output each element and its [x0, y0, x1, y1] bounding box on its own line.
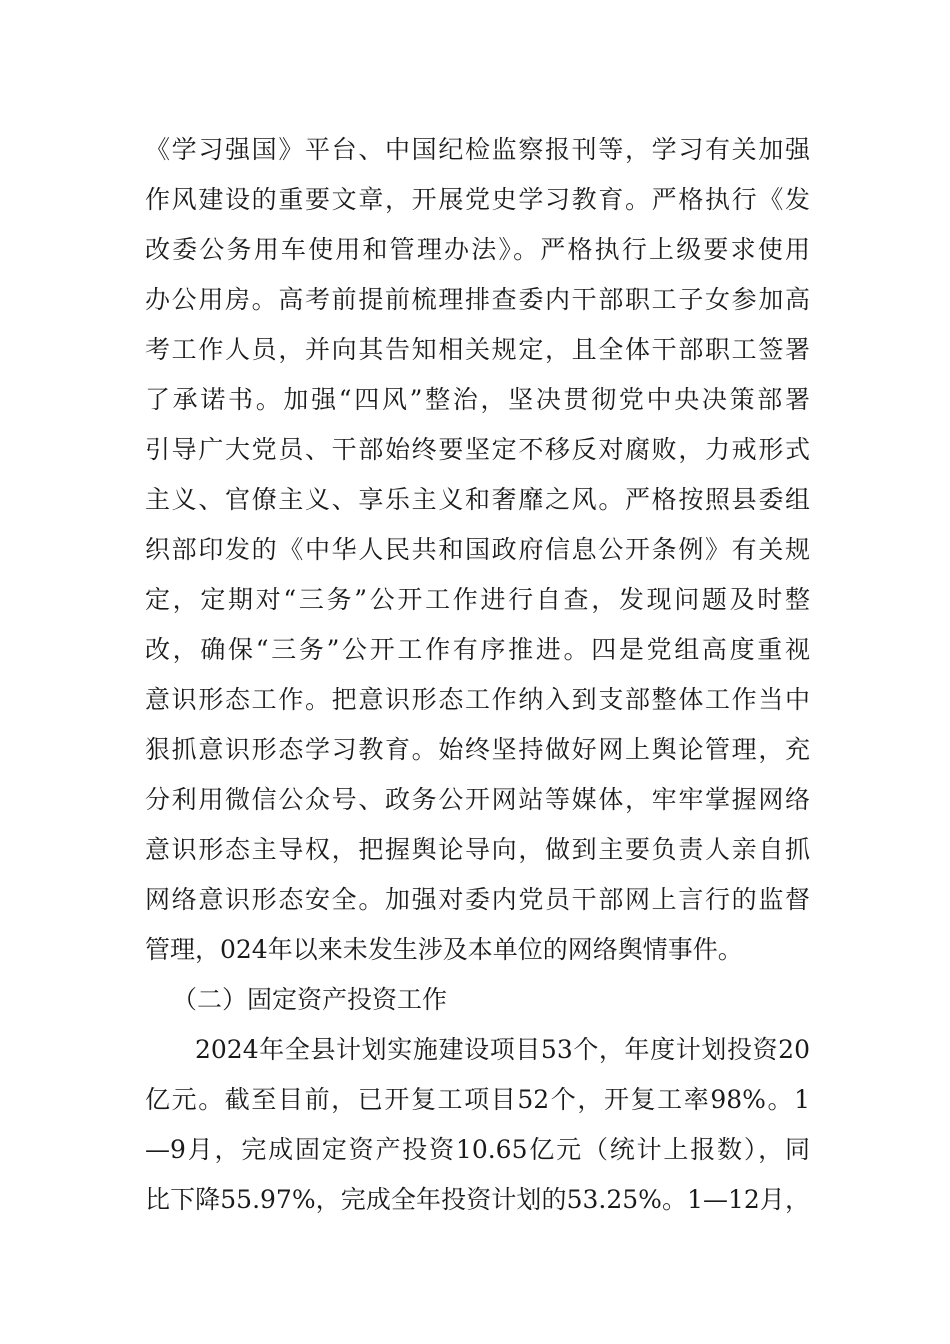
text-line: 比下降55.97%，完成全年投资计划的53.25%。1—12月，: [145, 1185, 810, 1214]
text-line: 分利用微信公众号、政务公开网站等媒体，牢牢掌握网络: [145, 785, 810, 814]
text-line: 引导广大党员、干部始终要坚定不移反对腐败，力戒形式: [145, 435, 810, 464]
text-line: 考工作人员，并向其告知相关规定，且全体干部职工签署: [145, 335, 810, 364]
text-line: 2024年全县计划实施建设项目53个，年度计划投资20: [195, 1035, 810, 1064]
text-line: 办公用房。高考前提前梳理排查委内干部职工子女参加高: [145, 285, 810, 314]
text-line: 网络意识形态安全。加强对委内党员干部网上言行的监督: [145, 885, 810, 914]
text-line: 定，定期对“三务”公开工作进行自查，发现问题及时整: [145, 585, 810, 614]
text-line: 意识形态工作。把意识形态工作纳入到支部整体工作当中: [145, 685, 810, 714]
text-line: —9月，完成固定资产投资10.65亿元（统计上报数），同: [145, 1135, 810, 1164]
text-line: 改委公务用车使用和管理办法》。严格执行上级要求使用: [145, 235, 810, 264]
section-heading: （二）固定资产投资工作: [172, 985, 448, 1014]
text-line: 改，确保“三务”公开工作有序推进。四是党组高度重视: [145, 635, 810, 664]
text-line: 作风建设的重要文章，开展党史学习教育。严格执行《发: [145, 185, 810, 214]
text-line: 《学习强国》平台、中国纪检监察报刊等，学习有关加强: [145, 135, 810, 164]
text-line: 狠抓意识形态学习教育。始终坚持做好网上舆论管理，充: [145, 735, 810, 764]
text-line: 主义、官僚主义、享乐主义和奢靡之风。严格按照县委组: [145, 485, 810, 514]
text-line: 织部印发的《中华人民共和国政府信息公开条例》有关规: [145, 535, 810, 564]
text-line: 意识形态主导权，把握舆论导向，做到主要负责人亲自抓: [145, 835, 810, 864]
text-line: 管理，024年以来未发生涉及本单位的网络舆情事件。: [145, 935, 743, 964]
text-line: 了承诺书。加强“四风”整治，坚决贯彻党中央决策部署: [145, 385, 810, 414]
text-line: 亿元。截至目前，已开复工项目52个，开复工率98%。1: [145, 1085, 810, 1114]
